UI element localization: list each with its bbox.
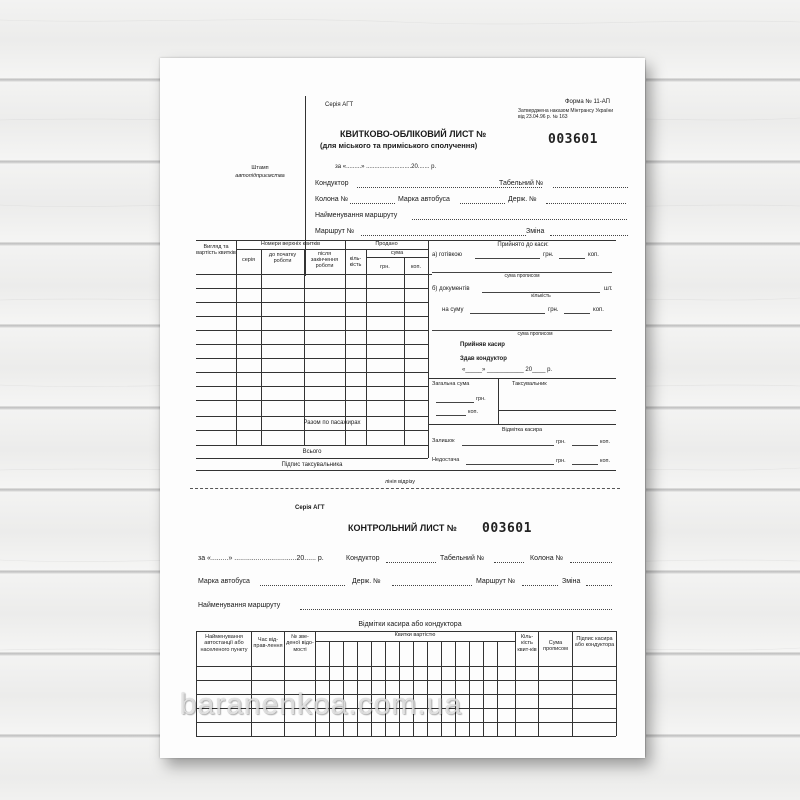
bottom-title: КОНТРОЛЬНИЙ ЛИСТ № bbox=[348, 523, 457, 533]
total-uah: грн. bbox=[476, 396, 486, 402]
sum-words-caption: сума прописом bbox=[504, 273, 540, 279]
bottom-route: Маршрут № bbox=[476, 578, 516, 585]
remainder-label: Залишок bbox=[432, 438, 455, 444]
col-sold: Продано bbox=[375, 241, 398, 247]
total-passengers: Разом по пасажирах bbox=[303, 420, 361, 426]
approval-line1: Затверджена наказом Мінтрансу України bbox=[518, 108, 614, 114]
marks-title: Відмітки касира або кондуктора bbox=[358, 621, 462, 628]
total-sum-label: Загальна сума bbox=[432, 381, 470, 387]
route-name-label: Найменування маршруту bbox=[315, 212, 398, 219]
col-end: після закінчення роботи bbox=[310, 251, 339, 270]
conductor-label: Кондуктор bbox=[315, 180, 349, 187]
watermark: baranenkoa.com.ua bbox=[180, 688, 463, 721]
bottom-tab-number: Табельний № bbox=[440, 555, 485, 562]
column-label: Колона № bbox=[315, 196, 349, 203]
received-cashier: Прийняв касир bbox=[460, 342, 505, 348]
shift-label: Зміна bbox=[526, 228, 545, 235]
form-number: Форма № 11-АП bbox=[565, 99, 610, 105]
col-series: серія bbox=[241, 257, 256, 263]
total-row: Всього bbox=[302, 449, 322, 455]
col-ticket-type: Вигляд та вартість квитків bbox=[196, 244, 236, 257]
taxer-label: Таксувальник bbox=[512, 381, 547, 387]
col-top-numbers: Номери верхніх квитків bbox=[260, 241, 321, 247]
bottom-conductor: Кондуктор bbox=[346, 555, 380, 562]
col-kop: коп. bbox=[410, 264, 422, 270]
stamp-label: Штамп bbox=[251, 165, 269, 171]
col-quantity: кіль-кість bbox=[349, 256, 362, 269]
col-uah: грн. bbox=[380, 264, 390, 270]
taxer-signature: Підпис таксувальника bbox=[281, 462, 343, 468]
top-title: КВИТКОВО-ОБЛІКОВИЙ ЛИСТ № bbox=[340, 129, 487, 139]
handed-conductor: Здав кондуктор bbox=[460, 356, 507, 362]
sum-words-caption2: сума прописом bbox=[517, 331, 553, 337]
handover-date: «_____» ___________ 20____ р. bbox=[462, 367, 553, 373]
shortage-label: Недостача bbox=[432, 457, 460, 463]
cash-kop: коп. bbox=[588, 252, 599, 258]
top-subtitle: (для міського та приміського сполучення) bbox=[320, 141, 478, 150]
col-station: Найменування автостанції або населеного пункту bbox=[200, 634, 248, 653]
cashier-mark: Відмітка касира bbox=[501, 427, 543, 433]
cash-uah: грн. bbox=[543, 252, 554, 258]
bottom-column: Колона № bbox=[530, 555, 564, 562]
docs-label: б) документів bbox=[432, 286, 470, 292]
col-ticket-count: Кіль-кість квит-ків bbox=[517, 634, 537, 653]
col-tickets-value: Квитки вартістю bbox=[394, 632, 436, 638]
col-start: до початку роботи bbox=[268, 252, 297, 265]
stamp-sublabel: автопідприємства bbox=[235, 173, 285, 179]
remainder-kop: коп. bbox=[600, 439, 611, 445]
top-serial-number: 003601 bbox=[548, 132, 598, 147]
tear-line bbox=[190, 488, 620, 489]
bottom-route-name: Найменування маршруту bbox=[198, 602, 281, 609]
remainder-uah: грн. bbox=[556, 439, 566, 445]
col-departure-time: Час від-прав-лення bbox=[253, 637, 283, 650]
approval-line2: від 23.04.96 р. № 163 bbox=[518, 114, 568, 120]
route-label: Маршрут № bbox=[315, 228, 355, 235]
docs-quantity-caption: кількість bbox=[531, 293, 551, 299]
for-sum-label: на суму bbox=[442, 307, 464, 313]
bottom-shift: Зміна bbox=[562, 578, 581, 585]
tab-number-label: Табельний № bbox=[496, 180, 543, 187]
accepted-title: Прийнято до каси: bbox=[497, 242, 549, 248]
tear-line-label: лінія відрізу bbox=[384, 479, 416, 485]
cash-label: а) готівкою bbox=[432, 252, 463, 258]
bottom-series: Серія АГТ bbox=[295, 505, 325, 511]
col-signature: Підпис касира або кондуктора bbox=[574, 636, 615, 649]
col-sum: сума bbox=[390, 250, 404, 256]
col-sum-words: Сума прописом bbox=[543, 640, 568, 653]
docs-pcs: шт. bbox=[604, 286, 613, 292]
bottom-state: Держ. № bbox=[352, 578, 381, 585]
top-date-line: за «.........» ...........................20....... р. bbox=[335, 164, 437, 170]
bottom-serial-number: 003601 bbox=[482, 521, 532, 536]
document-sheet bbox=[160, 58, 645, 758]
state-number-label: Держ. № bbox=[508, 196, 537, 203]
for-sum-uah: грн. bbox=[548, 307, 559, 313]
shortage-kop: коп. bbox=[600, 458, 611, 464]
bus-brand-label: Марка автобуса bbox=[398, 196, 450, 203]
total-kop: коп. bbox=[468, 409, 479, 415]
top-series: Серія АГТ bbox=[325, 102, 354, 108]
col-report-number: № зве-деної відо-мості bbox=[286, 634, 314, 653]
bottom-date-line: за «.........» ................................20...... р. bbox=[198, 555, 324, 562]
bottom-bus-brand: Марка автобуса bbox=[198, 578, 250, 585]
for-sum-kop: коп. bbox=[593, 307, 604, 313]
shortage-uah: грн. bbox=[556, 458, 566, 464]
